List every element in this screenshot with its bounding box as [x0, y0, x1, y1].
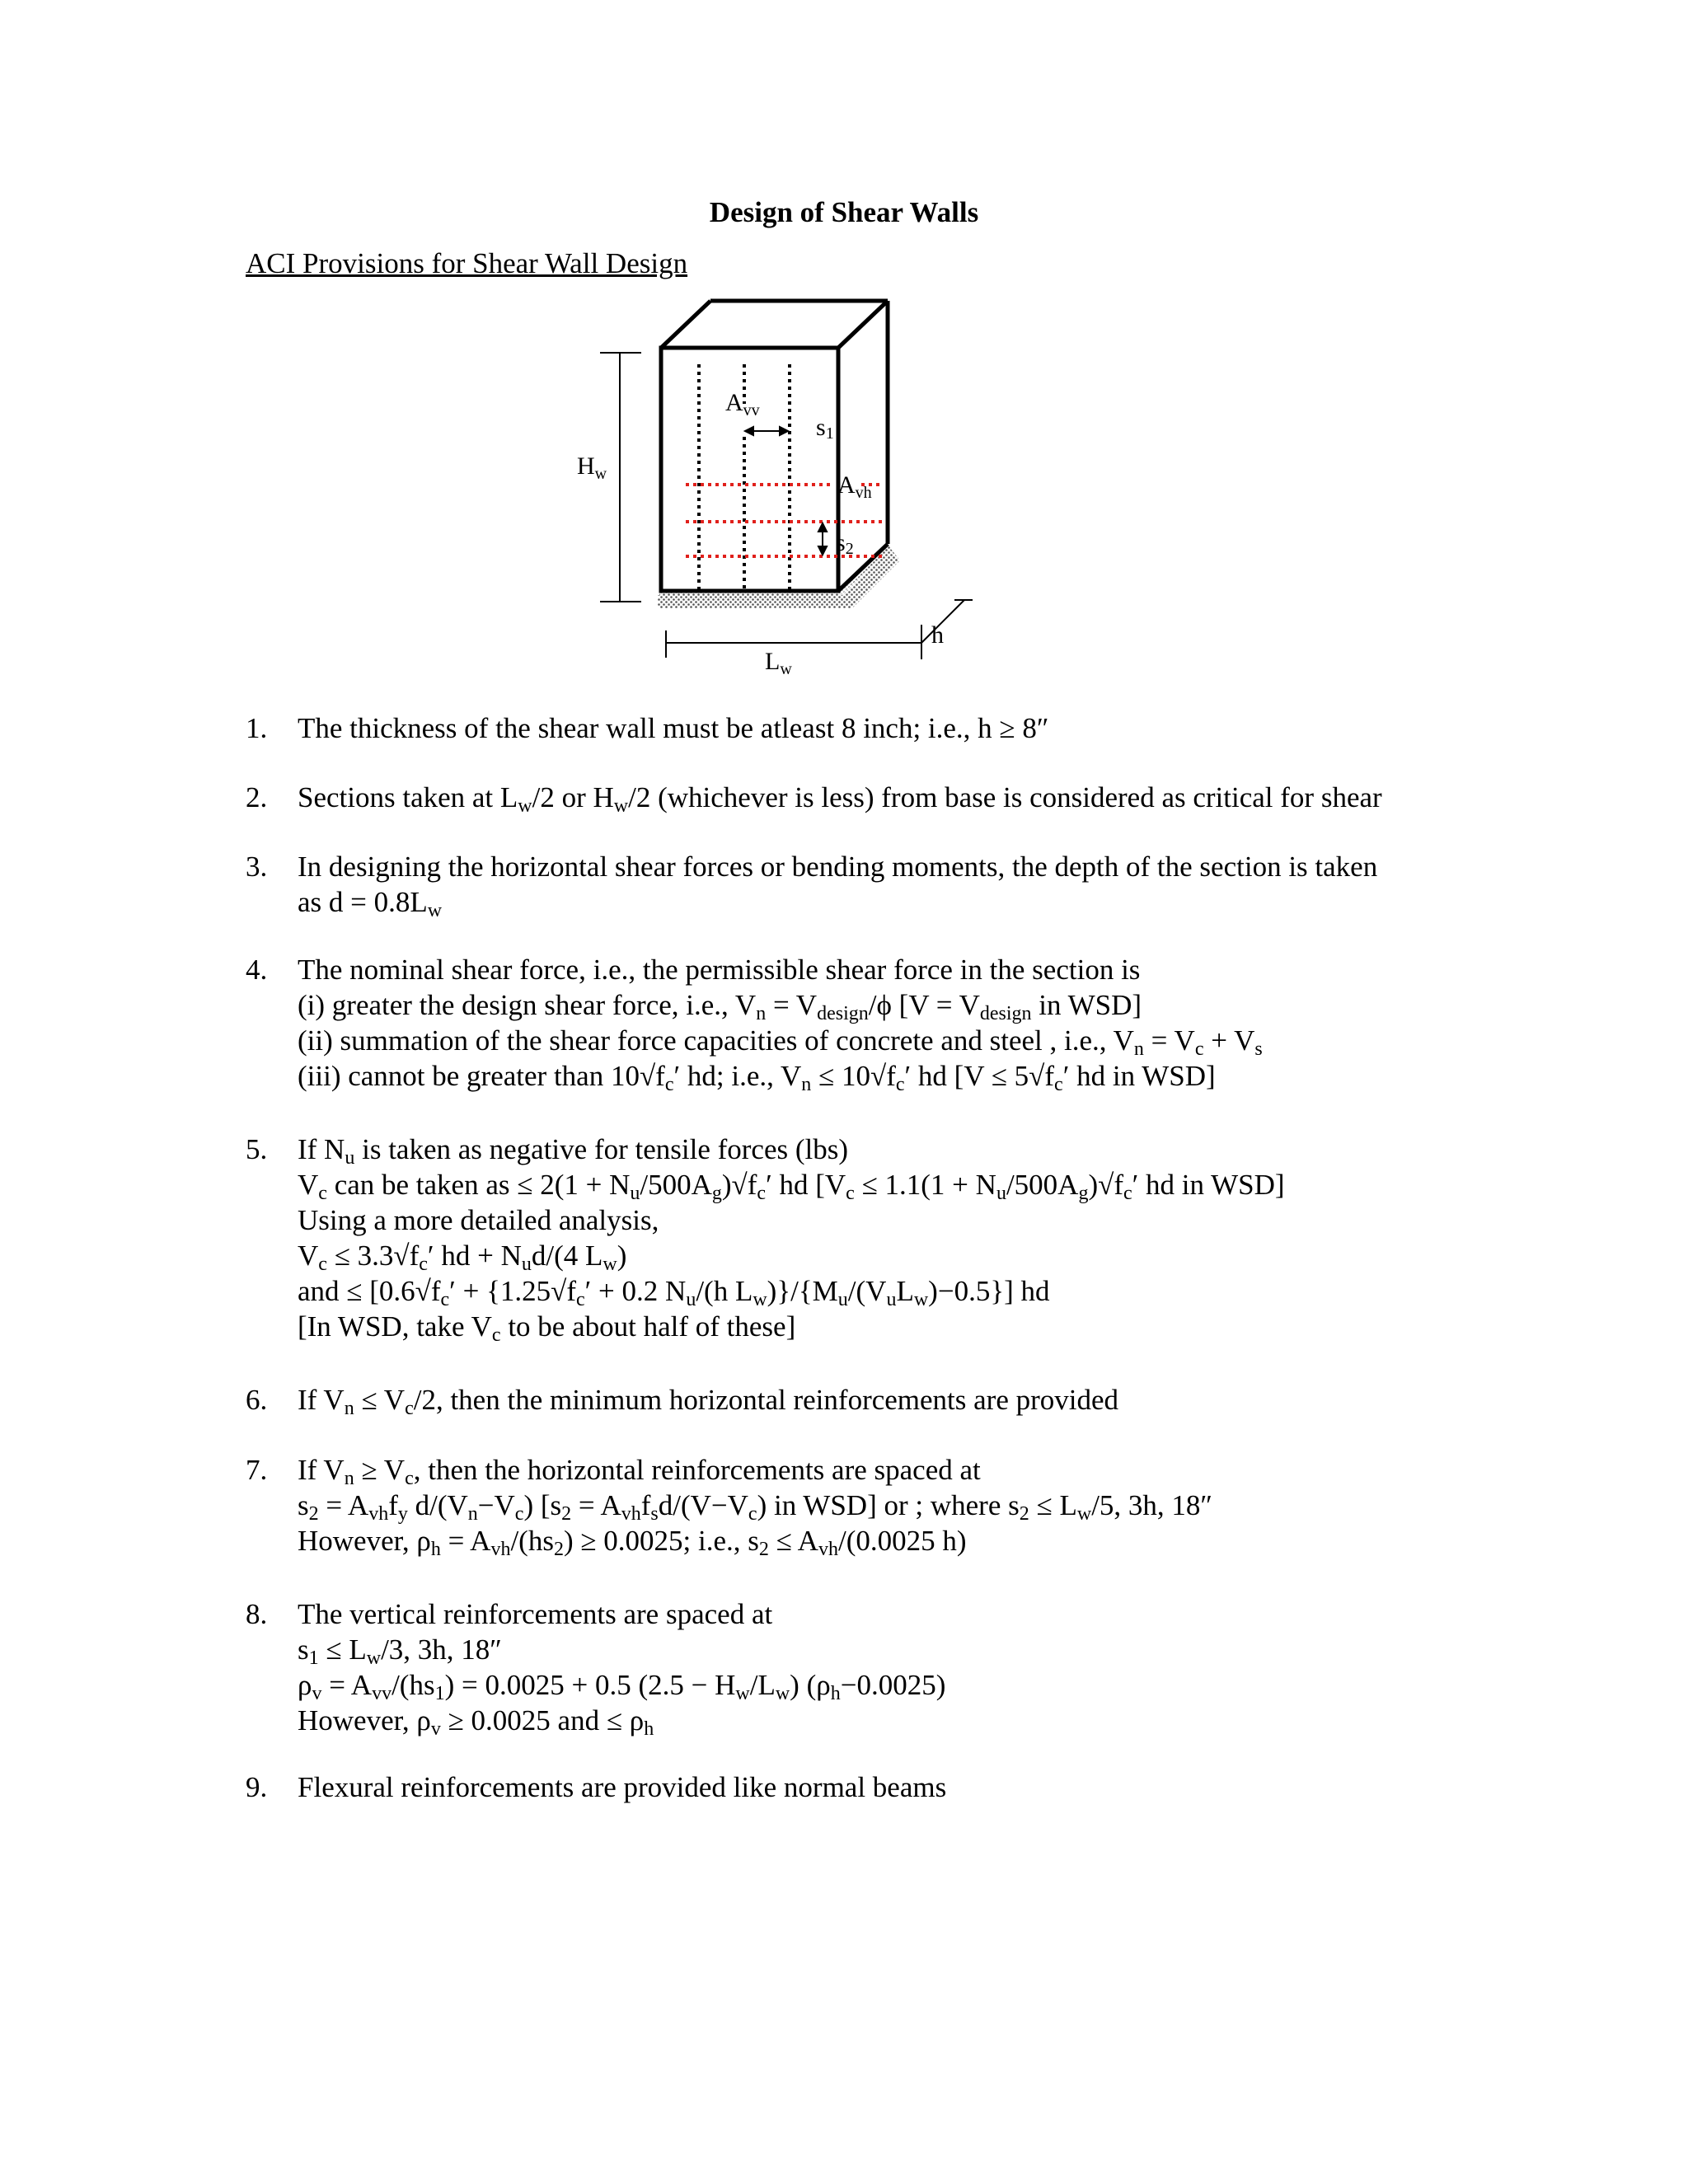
provision-line: If $V_n \le V_c/2$, then the minimum horizontal reinforcements are provided	[298, 1384, 1119, 1419]
h-label: h	[931, 621, 944, 649]
provision-number: 9.	[246, 1771, 268, 1803]
provision-line: $s_2 = A_{vh}f_y$ $d/(V_n-V_c) [s_2 = A_{vh}f_sd/(V-V_c)$ in WSD] or ; where $s_2 \le L_w/5$, 3h, 18″	[298, 1489, 1212, 1525]
lw-label: $L_w$	[765, 648, 792, 678]
provision-item	[246, 1132, 1482, 1344]
lw-dimension-line	[666, 625, 921, 659]
provision-item	[246, 780, 1482, 815]
provision-line: Using a more detailed analysis,	[298, 1204, 659, 1236]
provision-item	[246, 1769, 1482, 1805]
s2-label: s2	[836, 529, 854, 558]
h-dimension-line	[921, 600, 973, 643]
provision-line: Sections taken at $L_w/2$ or $H_w/2$ (whichever is less) from base is considered as critical for shear	[298, 781, 1382, 817]
provision-item	[246, 1596, 1482, 1738]
provision-line: The nominal shear force, i.e., the permissible shear force in the section is	[298, 954, 1141, 986]
provision-line: In designing the horizontal shear forces or bending moments, the depth of the section is taken	[298, 851, 1378, 883]
provision-number: 4.	[246, 954, 268, 986]
provision-line: (ii) summation of the shear force capacities of concrete and steel , i.e., $V_n = V_c + V_s$	[298, 1024, 1263, 1060]
provision-item	[246, 952, 1482, 1094]
provision-line: [In WSD, take $V_c$ to be about half of these]	[298, 1310, 796, 1346]
provision-number: 2.	[246, 781, 268, 813]
provision-line: and ≤ [$0.6√f_c' + \{1.25√f_c' + 0.2$ $N_u/(h$ $L_w)\}/\{M_u/(V_uL_w)-0.5\}$] hd	[298, 1275, 1050, 1310]
provision-item	[246, 1382, 1482, 1418]
provision-line: The vertical reinforcements are spaced at	[298, 1598, 773, 1630]
provision-line: If $V_n \ge V_c$, then the horizontal reinforcements are spaced at	[298, 1454, 981, 1489]
s1-label: s1	[816, 414, 834, 443]
page-title: Design of Shear Walls	[709, 196, 979, 228]
provision-item	[246, 1452, 1482, 1558]
provision-item	[246, 710, 1482, 746]
provision-line: $V_c \le 3.3√f_c'$ hd + $N_ud/(4$ $L_w$)	[298, 1240, 627, 1275]
shear-wall-figure	[544, 297, 1006, 684]
provision-line: Flexural reinforcements are provided like normal beams	[298, 1771, 947, 1803]
provision-line: $\rho_v = A_{vv}/(hs_1) = 0.0025 + 0.5$ $(2.5 - H_w/L_w)$ $(\rho_h-0.0025)$	[298, 1669, 946, 1704]
provision-line: The thickness of the shear wall must be atleast 8 inch; i.e., h ≥ 8″	[298, 712, 1049, 744]
provision-line: (iii) cannot be greater than $10√f_c'$ hd; i.e., $V_n \le 10√f_c'$ hd [$V \le 5√f_c'$ hd in WSD]	[298, 1060, 1216, 1095]
provision-line: as $d = 0.8L_w$	[298, 886, 443, 921]
provision-number: 7.	[246, 1454, 268, 1486]
wall-outline	[661, 301, 888, 591]
provision-line: $s_1 \le L_w/3$, 3h, 18″	[298, 1633, 502, 1669]
avv-label: $A_{vv}$	[725, 389, 760, 419]
provision-number: 1.	[246, 712, 268, 744]
provision-line: If $N_u$ is taken as negative for tensile forces (lbs)	[298, 1133, 849, 1169]
provision-line: However, $\rho_h = A_{vh}/(hs_2) \ge 0.0025$; i.e., $s_2 \le A_{vh}/(0.0025$ h)	[298, 1525, 967, 1560]
provision-number: 6.	[246, 1384, 268, 1416]
provision-item	[246, 849, 1482, 920]
ground-hatch-front	[658, 595, 842, 608]
provision-number: 8.	[246, 1598, 268, 1630]
section-heading: ACI Provisions for Shear Wall Design	[246, 247, 688, 279]
hw-label: $H_w$	[577, 452, 607, 483]
avh-label: $A_{vh}$	[837, 471, 872, 502]
provision-line: $V_c$ can be taken as ≤ $2(1 + N_u/500A_g)√f_c'$ hd [$V_c \le 1.1(1 + N_u/500A_g)√f_c'$ hd in WSD]	[298, 1169, 1285, 1204]
provision-number: 5.	[246, 1133, 268, 1165]
provision-line: However, $\rho_v \ge 0.0025$ and ≤ $\rho_h$	[298, 1704, 654, 1740]
provision-line: (i) greater the design shear force, i.e., $V_n = V_{design}/\phi$ [$V = V_{design}$ in WSD]	[298, 989, 1142, 1024]
provision-number: 3.	[246, 851, 268, 883]
